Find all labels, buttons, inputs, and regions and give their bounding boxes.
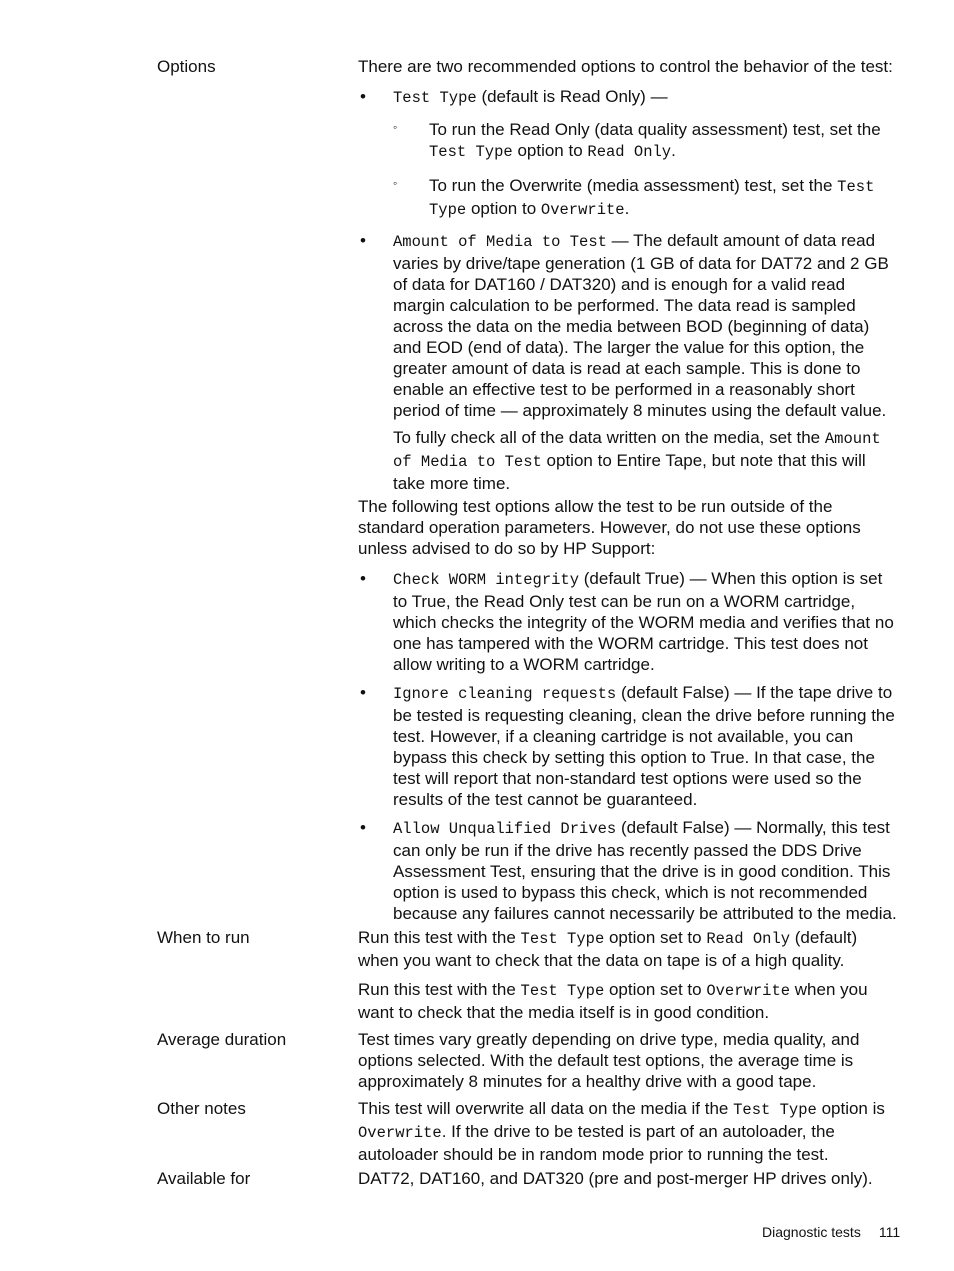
- body-text: Run this test with the: [358, 980, 521, 999]
- note-text: option to Entire Tape, but note that this will take more time.: [393, 451, 866, 493]
- option-name: Test Type: [733, 1101, 817, 1119]
- option-name: Test Type: [429, 143, 513, 161]
- amount-note: [393, 427, 898, 494]
- option-name: Test Type: [429, 178, 875, 219]
- when-to-run-label: When to run: [157, 928, 250, 947]
- other-notes-text: [358, 1098, 898, 1165]
- option-name: Amount of Media to Test: [393, 233, 607, 251]
- option-value: Overwrite: [358, 1124, 442, 1142]
- body-text: option set to: [604, 928, 707, 947]
- option-value: Read Only: [587, 143, 672, 161]
- average-duration-label: Average duration: [157, 1030, 287, 1049]
- body-text: . If the drive to be tested is part of an autoloader, the autoloader should be in random mode prior to running the test.: [358, 1122, 835, 1164]
- option-text: (default False) — If the tape drive to be tested is requesting cleaning, clean the drive before running the test. However, if a cleaning cartridge is not available, you can bypass this check by setting this option to True. In that case, the test will report that non-standard test options were used so the results of the test cannot be guaranteed.: [393, 683, 895, 809]
- page-number: 111: [878, 1224, 901, 1240]
- advanced-options-section: [358, 496, 898, 931]
- option-name: Ignore cleaning requests: [393, 685, 617, 703]
- sub-text: option to: [466, 199, 541, 218]
- bullet-icon: •: [360, 569, 366, 588]
- list-item-cleaning: [358, 682, 898, 810]
- bullet-icon: •: [360, 231, 366, 250]
- body-text: This test will overwrite all data on the media if the: [358, 1099, 734, 1118]
- sub-item-read-only: [393, 119, 898, 163]
- bullet-icon: •: [360, 818, 366, 837]
- bullet-icon: •: [360, 87, 366, 106]
- option-value: Overwrite: [706, 982, 791, 1000]
- options-list: [358, 86, 898, 494]
- body-text: Run this test with the: [358, 928, 521, 947]
- body-text: option set to: [604, 980, 707, 999]
- body-text: option is: [816, 1099, 885, 1118]
- options-section: [358, 56, 898, 502]
- list-item-unqualified: [358, 817, 898, 924]
- circle-bullet-icon: ◦: [393, 176, 398, 190]
- option-value: Overwrite: [540, 201, 625, 219]
- option-text: (default True) — When this option is set to True, the Read Only test can be run on a WORM cartridge, which checks the integrity of the WORM media and verifies that no one has tampered with the WORM cartridge. This test does not allow writing to a WORM cartridge.: [393, 569, 894, 674]
- option-name: Allow Unqualified Drives: [393, 820, 617, 838]
- sub-text: option to: [512, 141, 588, 160]
- available-for-text: DAT72, DAT160, and DAT320 (pre and post-merger HP drives only).: [358, 1169, 873, 1188]
- sub-item-overwrite: [393, 175, 898, 221]
- page-footer: [762, 1224, 900, 1240]
- when-to-run-p2: [358, 979, 898, 1023]
- footer-section-title: Diagnostic tests: [762, 1224, 861, 1240]
- option-name: Test Type: [520, 930, 605, 948]
- available-for-label: Available for: [157, 1169, 251, 1188]
- options-label: Options: [157, 57, 216, 76]
- advanced-options-list: [358, 568, 898, 924]
- circle-bullet-icon: ◦: [393, 120, 398, 134]
- list-item-amount: [358, 230, 898, 494]
- list-item-worm: [358, 568, 898, 675]
- sub-text: To run the Overwrite (media assessment) test, set the: [429, 176, 838, 195]
- when-to-run-p1: [358, 927, 898, 971]
- other-notes-label: Other notes: [157, 1099, 246, 1118]
- option-name: Test Type: [393, 89, 477, 107]
- sub-text: .: [624, 199, 630, 218]
- body-text: when you want to check that the media itself is in good condition.: [358, 980, 868, 1022]
- body-text: (default) when you want to check that the data on tape is of a high quality.: [358, 928, 858, 970]
- list-item-test-type: [358, 86, 898, 221]
- option-text: (default False) — Normally, this test can only be run if the drive has recently passed the DDS Drive Assessment Test, ensuring that the drive is in good condition. This option is used to bypass this check, which is not recommended because any failures cannot necessarily be attributed to the media.: [393, 818, 897, 923]
- average-duration-text: Test times vary greatly depending on drive type, media quality, and options selected. With the default test options, the average time is approximately 8 minutes for a healthy drive with a good tape.: [358, 1030, 860, 1091]
- when-to-run-section: [358, 927, 898, 1031]
- option-value: Read Only: [706, 930, 791, 948]
- sub-text: .: [671, 141, 676, 160]
- option-name: Test Type: [520, 982, 605, 1000]
- sub-list: [393, 119, 898, 221]
- option-name: Check WORM integrity: [393, 571, 580, 589]
- option-name: Amount of Media to Test: [393, 430, 881, 471]
- sub-text: To run the Read Only (data quality assessment) test, set the: [429, 120, 881, 139]
- options-intro: There are two recommended options to control the behavior of the test:: [358, 57, 893, 76]
- option-text: (default is Read Only) —: [476, 87, 668, 106]
- following-intro: The following test options allow the test to be run outside of the standard operation parameters. However, do not use these options unless advised to do so by HP Support:: [358, 497, 861, 558]
- bullet-icon: •: [360, 683, 366, 702]
- option-text: — The default amount of data read varies by drive/tape generation (1 GB of data for DAT72 and 2 GB of data for DAT160 / DAT320) and is enough for a valid read margin calculation to be performed. The data read is sampled across the data on the media between BOD (beginning of data) and EOD (end of data). The larger the value for this option, the greater amount of data is read at each sample. This is done to enable an effective test to be performed in a reasonably short period of time — approximately 8 minutes using the default value.: [393, 231, 889, 420]
- note-text: To fully check all of the data written on the media, set the: [393, 428, 825, 447]
